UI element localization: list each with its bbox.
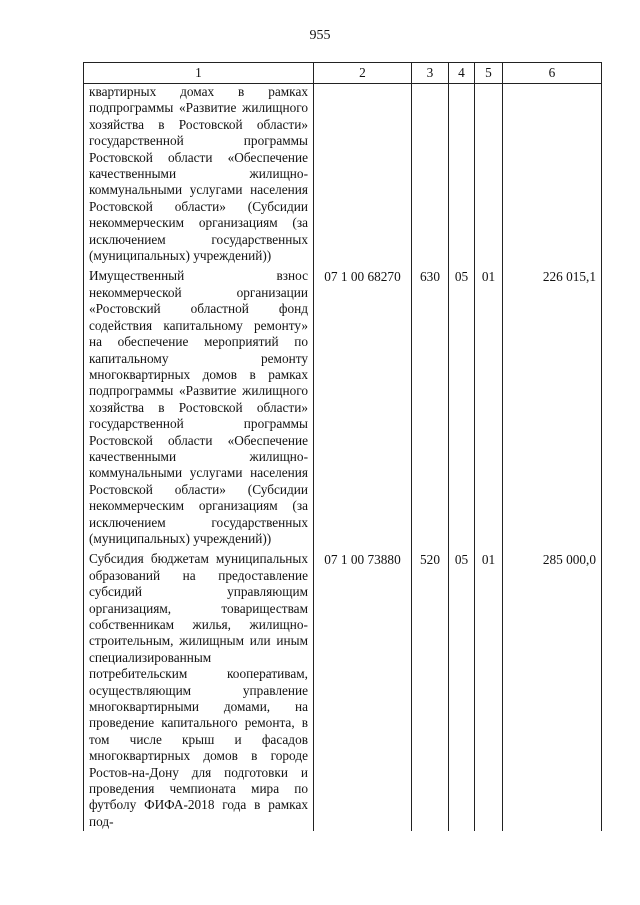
expense-type-code: 630 bbox=[412, 265, 449, 548]
table-header-row bbox=[84, 63, 602, 84]
table-row bbox=[84, 548, 602, 831]
section-code bbox=[449, 84, 475, 266]
column-header-2: 2 bbox=[314, 63, 412, 84]
table-row bbox=[84, 265, 602, 548]
amount-value bbox=[503, 84, 602, 266]
target-article-code: 07 1 00 68270 bbox=[314, 265, 412, 548]
column-header-1: 1 bbox=[84, 63, 314, 84]
expense-type-code: 520 bbox=[412, 548, 449, 831]
column-header-3: 3 bbox=[412, 63, 449, 84]
section-code: 05 bbox=[449, 548, 475, 831]
target-article-code bbox=[314, 84, 412, 266]
table-row bbox=[84, 84, 602, 266]
row-description: квартирных домах в рамках подпрограммы «Развитие жилищного хозяйства в Ростовской области» государственной программы Ростовской области «Обеспечение качественными жилищно-коммунальными услугами населения Ростовской области» (Субсидии некоммерческим организациям (за исключением государственных (муниципальных) учреждений)) bbox=[84, 84, 314, 266]
row-description: Субсидия бюджетам муниципальных образований на предоставление субсидий управляющим организациям, товариществам собственникам жилья, жилищно-строительным, жилищным или иным специализированным потребительским кооперативам, осуществляющим управление многоквартирными домами, на проведение капитального ремонта, в том числе крыш и фасадов многоквартирных домов в городе Ростов-на-Дону для подготовки и проведения чемпионата мира по футболу ФИФА-2018 года в рамках под- bbox=[84, 548, 314, 831]
target-article-code: 07 1 00 73880 bbox=[314, 548, 412, 831]
row-description: Имущественный взнос некоммерческой организации «Ростовский областной фонд содействия капитальному ремонту» на обеспечение мероприятий по капитальному ремонту многоквартирных домов в рамках подпрограммы «Развитие жилищного хозяйства в Ростовской области» государственной программы Ростовской области «Обеспечение качественными жилищно-коммунальными услугами населения Ростовской области» (Субсидии некоммерческим организациям (за исключением государственных (муниципальных) учреждений)) bbox=[84, 265, 314, 548]
subsection-code: 01 bbox=[475, 548, 503, 831]
subsection-code: 01 bbox=[475, 265, 503, 548]
page-number: 955 bbox=[309, 28, 331, 43]
amount-value: 285 000,0 bbox=[503, 548, 602, 831]
amount-value: 226 015,1 bbox=[503, 265, 602, 548]
column-header-6: 6 bbox=[503, 63, 602, 84]
expense-type-code bbox=[412, 84, 449, 266]
column-header-5: 5 bbox=[475, 63, 503, 84]
column-header-4: 4 bbox=[449, 63, 475, 84]
budget-table bbox=[83, 62, 602, 831]
section-code: 05 bbox=[449, 265, 475, 548]
subsection-code bbox=[475, 84, 503, 266]
